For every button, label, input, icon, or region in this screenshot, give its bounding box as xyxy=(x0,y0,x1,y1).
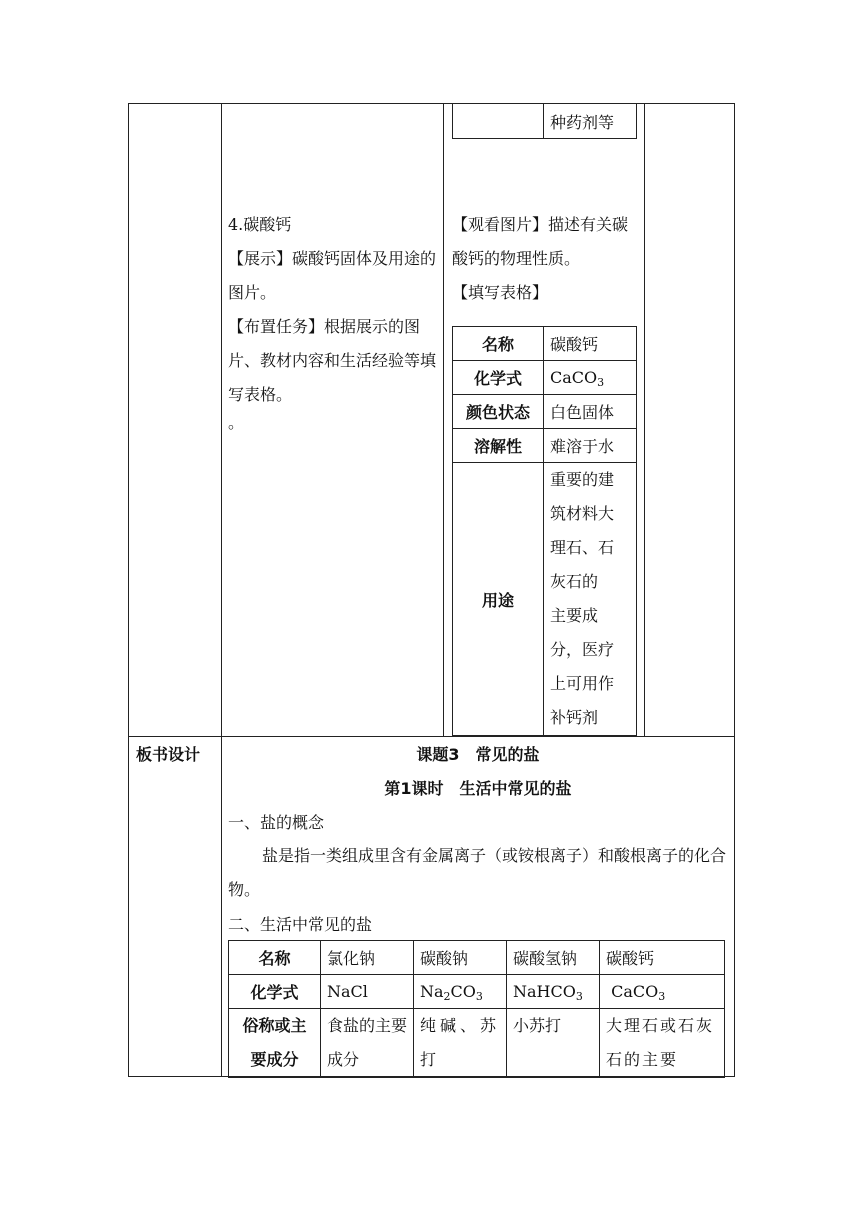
caco3-solubility-value: 难溶于水 xyxy=(544,429,637,463)
outer-right-border xyxy=(734,103,735,1077)
use-line: 重要的建 xyxy=(550,470,615,489)
salt-header-name: 名称 xyxy=(229,941,321,975)
teacher-heading: 4.碳酸钙 xyxy=(228,215,292,234)
board-title-text: 课题3 常见的盐 xyxy=(416,745,540,764)
caco3-name-value: 碳酸钙 xyxy=(544,327,637,361)
section-2-heading: 二、生活中常见的盐 xyxy=(228,915,373,934)
caco3-use-label: 用途 xyxy=(453,463,544,736)
col-divider-1 xyxy=(221,103,222,1077)
salt-nahco3-name: 碳酸氢钠 xyxy=(507,941,600,975)
salt-nahco3-common: 小苏打 xyxy=(507,1009,600,1078)
caco3-color-value: 白色固体 xyxy=(544,395,637,429)
use-line: 分，医疗 xyxy=(550,640,615,659)
salt-nacl-formula: NaCl xyxy=(321,975,414,1009)
use-line: 补钙剂 xyxy=(550,708,599,727)
top-fragment-cell: 种药剂等 xyxy=(544,104,637,139)
salt-caco3-name: 碳酸钙 xyxy=(600,941,725,975)
salt-na2co3-common: 纯碱、苏打 xyxy=(414,1009,507,1078)
student-fill: 【填写表格】 xyxy=(452,283,549,302)
top-fragment-table xyxy=(452,103,637,139)
salt-na2co3-formula: $Na_2CO_3$ xyxy=(414,975,507,1009)
use-line: 上可用作 xyxy=(550,674,615,693)
caco3-color-label: 颜色状态 xyxy=(453,395,544,429)
teacher-task: 【布置任务】根据展示的图片、教材内容和生活经验等填写表格。 xyxy=(228,317,437,404)
caco3-name-label: 名称 xyxy=(453,327,544,361)
teacher-show: 【展示】碳酸钙固体及用途的图片。 xyxy=(228,249,437,302)
salt-caco3-formula: CaCO$_3$ xyxy=(600,975,725,1009)
use-line: 理石、石 xyxy=(550,538,615,557)
student-observe: 【观看图片】描述有关碳酸钙的物理性质。 xyxy=(452,215,629,268)
caco3-table xyxy=(452,326,637,736)
salt-header-common-line2: 要成分 xyxy=(250,1050,299,1069)
salt-caco3-common: 大理石或石灰石的主要 xyxy=(600,1009,725,1078)
salt-header-common xyxy=(229,1009,321,1078)
section-1-heading: 一、盐的概念 xyxy=(228,813,325,832)
board-subtitle-text: 第1课时 生活中常见的盐 xyxy=(384,779,572,798)
col-divider-3 xyxy=(644,103,645,736)
salt-nacl-common: 食盐的主要成分 xyxy=(321,1009,414,1078)
board-title xyxy=(222,745,734,764)
salt-nahco3-formula: NaHCO$_3$ xyxy=(507,975,600,1009)
caco3-formula-label: 化学式 xyxy=(453,361,544,395)
caco3-solubility-label: 溶解性 xyxy=(453,429,544,463)
outer-left-border xyxy=(128,103,129,1077)
row-divider xyxy=(128,736,735,737)
caco3-use-value xyxy=(544,463,637,736)
use-line: 主要成 xyxy=(550,606,599,625)
salt-table xyxy=(228,940,725,1078)
col-divider-2 xyxy=(443,103,444,736)
caco3-formula-value: CaCO$_3$ xyxy=(544,361,637,395)
board-subtitle xyxy=(222,779,734,798)
salt-header-formula: 化学式 xyxy=(229,975,321,1009)
use-line: 筑材料大 xyxy=(550,504,615,523)
salt-definition: 盐是指一类组成里含有金属离子（或铵根离子）和酸根离子的化合物。 xyxy=(228,846,727,899)
board-label: 板书设计 xyxy=(136,745,201,764)
teacher-dot: 。 xyxy=(228,413,245,432)
student-column xyxy=(452,208,640,310)
use-line: 灰石的 xyxy=(550,572,599,591)
salt-header-common-line1: 俗称或主 xyxy=(242,1016,307,1035)
salt-na2co3-name: 碳酸钠 xyxy=(414,941,507,975)
salt-nacl-name: 氯化钠 xyxy=(321,941,414,975)
teacher-column xyxy=(228,208,440,434)
